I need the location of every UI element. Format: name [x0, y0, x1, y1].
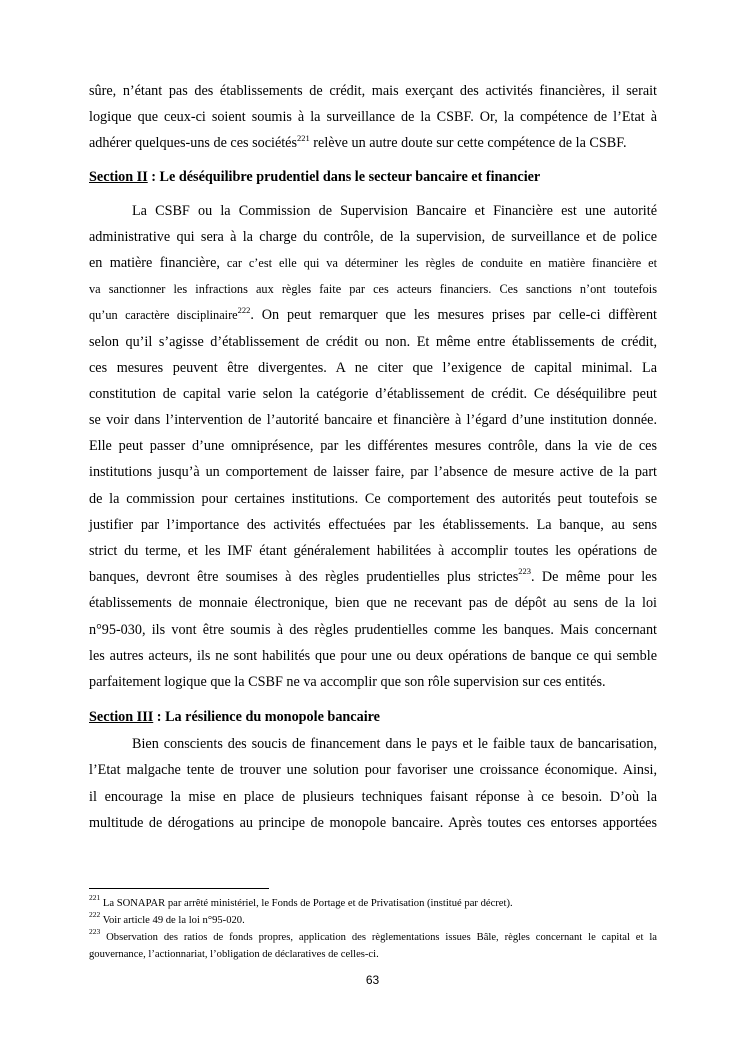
paragraph-continuation — [89, 78, 657, 157]
footnote-text: La SONAPAR par arrêté ministériel, le Fonds de Portage et de Privatisation (institué par décret). — [100, 898, 513, 909]
section-label: Section III — [89, 709, 154, 726]
footnote-222 — [89, 912, 657, 929]
text-line: Elle peut passer d’une omniprésence, par les différentes mesures contrôle, dans la vie de ces — [89, 438, 657, 455]
text-fragment: en matière financière, — [89, 254, 220, 271]
footnote-ref-223[interactable]: 223 — [518, 566, 531, 577]
text-line: se voir dans l’intervention de l’autorité bancaire et financière à l’égard d’une institution donnée. — [89, 412, 657, 429]
text-line: n°95-030, ils vont être soumis à des règles prudentielles comme les banques. Mais concernant — [89, 621, 657, 638]
section-heading-2 — [89, 167, 657, 187]
text-line: va sanctionner les infractions aux règles faite par ces acteurs financiers. Ces sanctions n’ont toutefois — [89, 282, 657, 297]
text-line: justifier par l’importance des activités effectuées par les établissements. La banque, au sens — [89, 516, 657, 533]
text-line: La CSBF ou la Commission de Supervision Bancaire et Financière est une autorité — [132, 202, 657, 219]
text-fragment: car c’est elle qui va déterminer les règles de conduite en matière financière et — [219, 255, 657, 270]
footnote-number: 223 — [89, 927, 101, 937]
text-fragment: relève un autre doute sur cette compétence de la CSBF. — [309, 135, 627, 152]
text-fragment: banques, devront être soumises à des règles prudentielles plus strictes — [89, 569, 519, 586]
page-number: 63 — [365, 973, 380, 987]
text-fragment: . On peut remarquer que les mesures prises par celle-ci diffèrent — [250, 307, 657, 324]
footnotes — [89, 895, 657, 963]
text-line: sûre, n’étant pas des établissements de crédit, mais exerçant des activités financières, il serait — [89, 83, 657, 99]
text-line: institutions jusqu’à un comportement de laisser faire, par l’absence de mesure active de la part — [89, 464, 657, 481]
text-line: constitution de capital varie selon la catégorie d’établissement de crédit. Ce déséquilibre peut — [89, 385, 657, 402]
footnote-text: Observation des ratios de fonds propres, application des règlementations issues Bâle, règles concernant le capital et la gouvernance, l’actionnariat, l’obligation de déclaratives de celles-ci. — [89, 932, 657, 960]
footnote-number: 222 — [89, 910, 101, 920]
footnote-separator — [89, 888, 269, 889]
footnote-ref-221[interactable]: 221 — [297, 132, 310, 143]
section-label: Section II — [89, 168, 148, 185]
text-line: strict du terme, et les IMF étant généralement habilitées à accomplir toutes les opérations de — [89, 543, 657, 559]
text-line: multitude de dérogations au principe de monopole bancaire. Après toutes ces entorses apportées — [89, 814, 657, 831]
text-line: il encourage la mise en place de plusieurs techniques faisant réponse à ce besoin. D’où la — [89, 788, 657, 805]
text-line — [89, 302, 657, 328]
text-fragment: . De même pour les — [530, 569, 657, 586]
text-line: de la commission pour certaines institutions. Ce comportement des autorités peut toutefois se — [89, 490, 657, 507]
footnote-221 — [89, 895, 657, 912]
document-body — [89, 78, 657, 836]
paragraph-monopole — [89, 731, 657, 836]
text-line: selon qu’il s’agisse d’établissement de crédit ou non. Et même entre établissements de crédit, — [89, 333, 657, 350]
text-line: l’Etat malgache tente de trouver une solution pour favoriser une croissance économique. Ainsi, — [89, 762, 657, 779]
paragraph-csbf — [89, 198, 657, 696]
text-line: les autres acteurs, ils ne sont habilités que pour une ou deux opérations de banque ce qui semble — [89, 647, 657, 664]
footnote-number: 221 — [89, 893, 101, 903]
footnote-text: Voir article 49 de la loi n°95-020. — [100, 915, 245, 926]
section-title: : La résilience du monopole bancaire — [153, 709, 380, 726]
text-fragment: qu’un caractère disciplinaire — [89, 308, 238, 323]
section-title: : Le déséquilibre prudentiel dans le secteur bancaire et financier — [147, 168, 541, 185]
text-line: ces mesures peuvent être divergentes. A ne citer que l’exigence de capital minimal. La — [89, 359, 657, 376]
text-line — [89, 564, 657, 590]
text-line — [89, 130, 657, 156]
text-line: parfaitement logique que la CSBF ne va accomplir que son rôle supervision sur ces entités. — [89, 673, 606, 690]
text-line: administrative qui sera à la charge du contrôle, de la supervision, de surveillance et de police — [89, 228, 657, 245]
footnote-ref-222[interactable]: 222 — [237, 304, 251, 315]
text-line: établissements de monnaie électronique, bien que ne recevant pas de dépôt au sens de la loi — [89, 595, 657, 612]
text-line — [89, 250, 657, 276]
text-line: Bien conscients des soucis de financement dans le pays et le faible taux de bancarisation, — [132, 736, 657, 753]
footnote-223 — [89, 929, 657, 963]
text-line: logique que ceux-ci soient soumis à la surveillance de la CSBF. Or, la compétence de l’Etat à — [89, 109, 657, 126]
text-fragment: adhérer quelques-uns de ces sociétés — [89, 135, 297, 152]
section-heading-3 — [89, 707, 657, 727]
